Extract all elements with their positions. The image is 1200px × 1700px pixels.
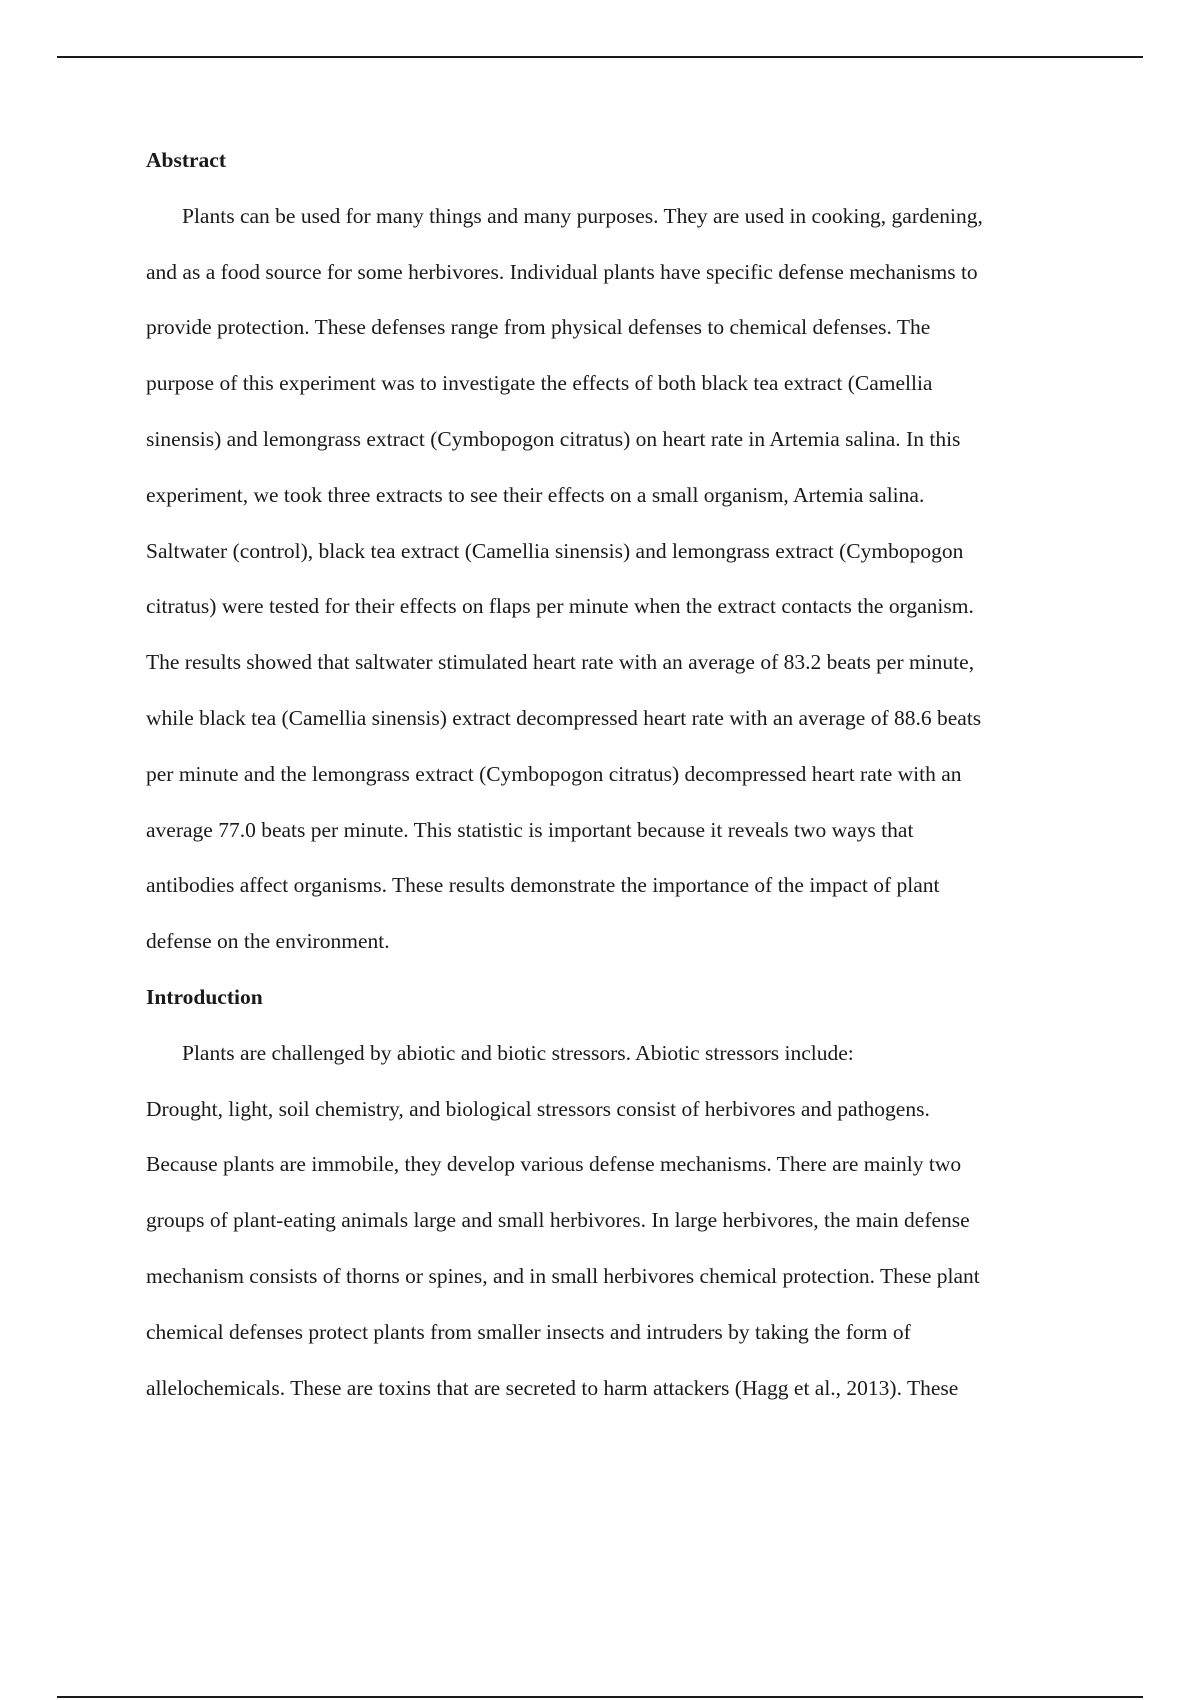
abstract-line: purpose of this experiment was to investigate the effects of both black tea extract (Camellia <box>146 371 933 396</box>
introduction-line: Drought, light, soil chemistry, and biological stressors consist of herbivores and pathogens. <box>146 1096 930 1121</box>
introduction-line: Plants are challenged by abiotic and biotic stressors. Abiotic stressors include: <box>182 1040 854 1065</box>
abstract-line: per minute and the lemongrass extract (Cymbopogon citratus) decompressed heart rate with an <box>146 761 962 786</box>
introduction-line: allelochemicals. These are toxins that are secreted to harm attackers (Hagg et al., 2013). These <box>146 1375 959 1400</box>
introduction-heading: Introduction <box>146 984 263 1009</box>
abstract-line: defense on the environment. <box>146 929 390 954</box>
abstract-line: The results showed that saltwater stimulated heart rate with an average of 83.2 beats per minute, <box>146 650 975 675</box>
abstract-line: while black tea (Camellia sinensis) extract decompressed heart rate with an average of 88.6 beats <box>146 705 982 730</box>
introduction-line: mechanism consists of thorns or spines, and in small herbivores chemical protection. These plant <box>146 1263 980 1288</box>
abstract-line: Plants can be used for many things and many purposes. They are used in cooking, gardening, <box>182 203 983 228</box>
introduction-line: chemical defenses protect plants from smaller insects and intruders by taking the form of <box>146 1319 911 1344</box>
abstract-line: experiment, we took three extracts to see their effects on a small organism, Artemia salina. <box>146 482 925 507</box>
abstract-line: provide protection. These defenses range from physical defenses to chemical defenses. The <box>146 315 931 340</box>
footer-rule <box>57 1696 1143 1698</box>
abstract-line: Saltwater (control), black tea extract (Camellia sinensis) and lemongrass extract (Cymbopogon <box>146 538 964 563</box>
abstract-line: antibodies affect organisms. These results demonstrate the importance of the impact of plant <box>146 873 940 898</box>
abstract-line: citratus) were tested for their effects on flaps per minute when the extract contacts the organism. <box>146 594 974 619</box>
abstract-line: and as a food source for some herbivores. Individual plants have specific defense mechanisms to <box>146 259 978 284</box>
abstract-line: average 77.0 beats per minute. This statistic is important because it reveals two ways that <box>146 817 914 842</box>
introduction-line: groups of plant-eating animals large and small herbivores. In large herbivores, the main defense <box>146 1208 970 1233</box>
document-body <box>146 140 1086 1423</box>
introduction-line: Because plants are immobile, they develop various defense mechanisms. There are mainly two <box>146 1152 962 1177</box>
header-rule <box>57 56 1143 58</box>
abstract-line: sinensis) and lemongrass extract (Cymbopogon citratus) on heart rate in Artemia salina. In this <box>146 426 961 451</box>
abstract-heading: Abstract <box>146 148 227 172</box>
